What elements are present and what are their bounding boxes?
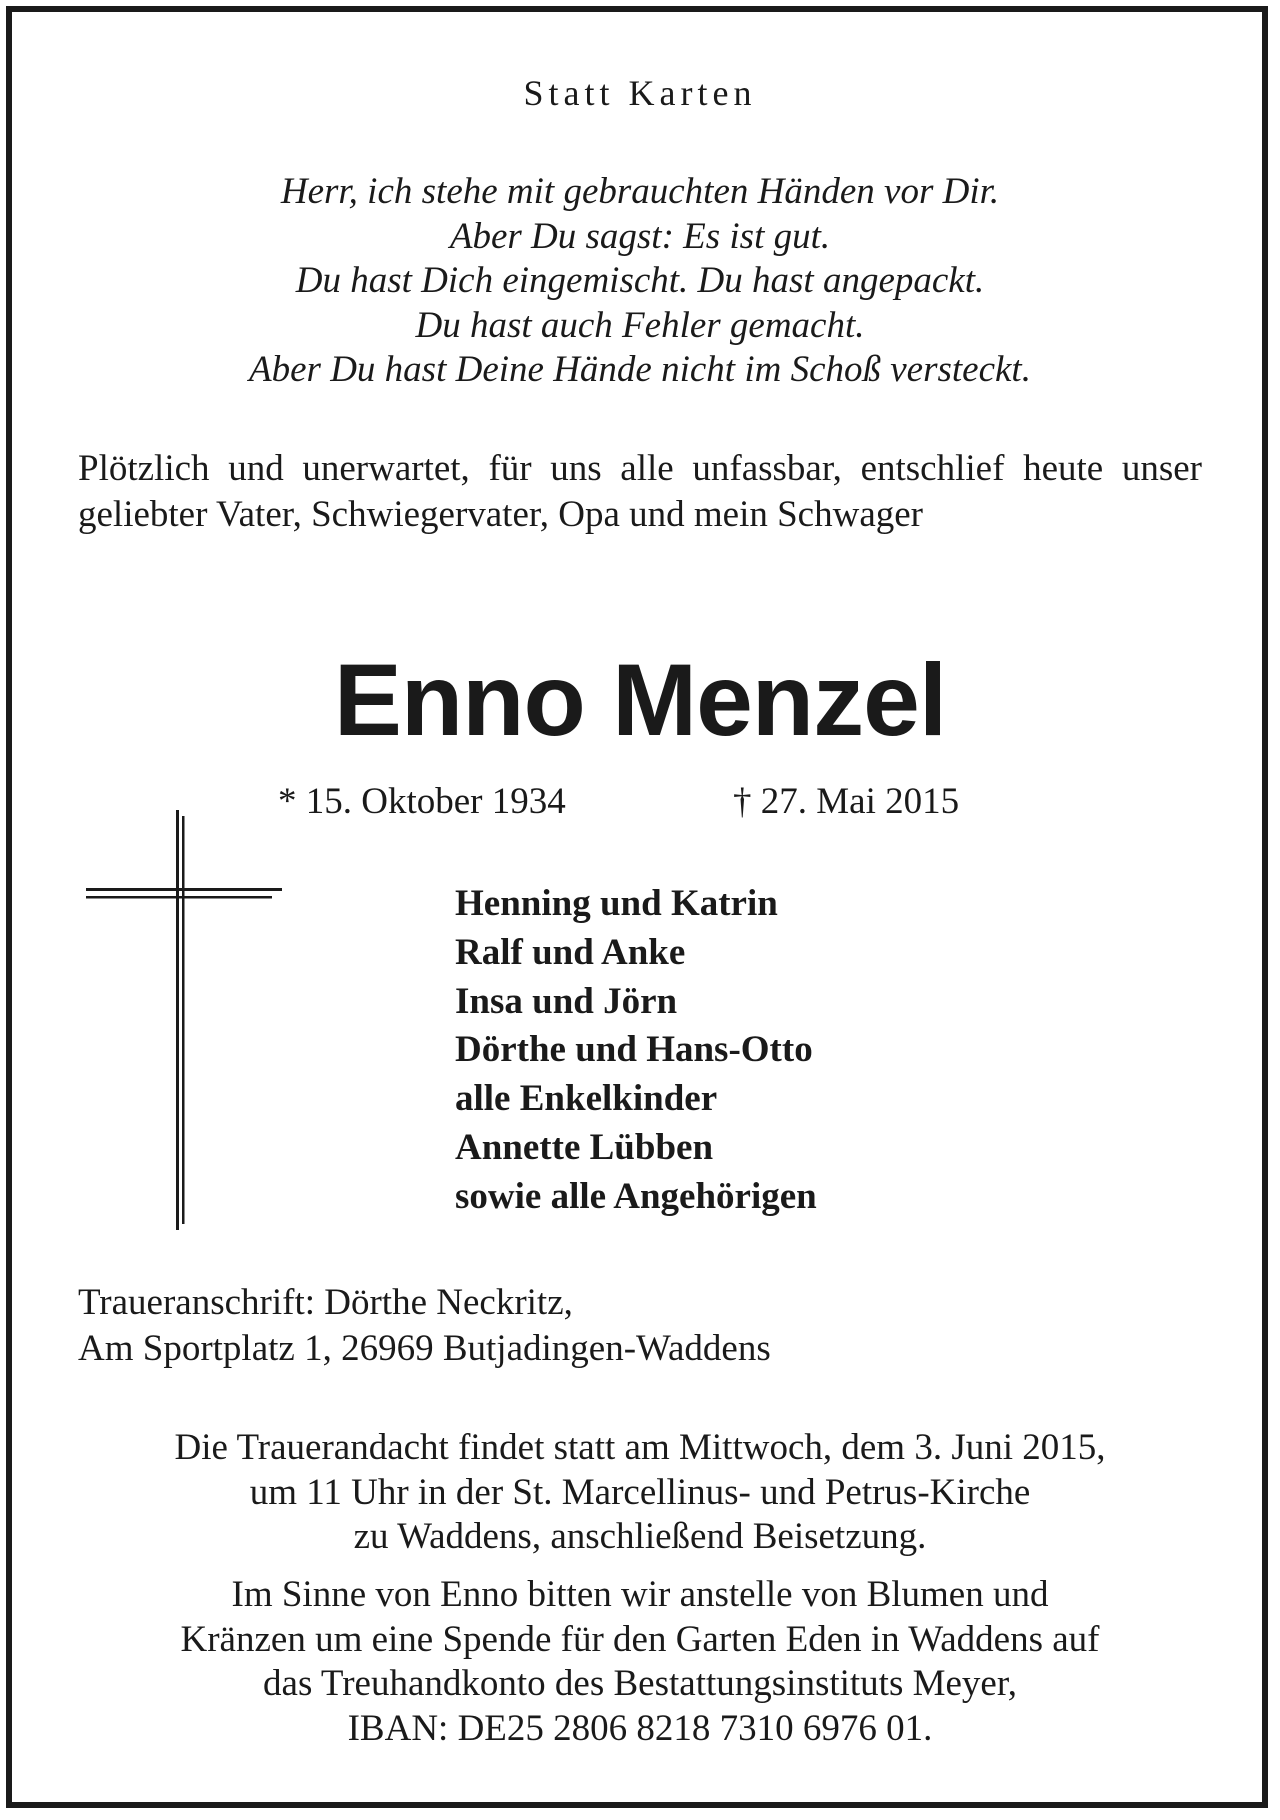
service-line: Die Trauerandacht findet statt am Mittwoch, dem 3. Juni 2015, (174, 1427, 1106, 1468)
notice-header: Statt Karten (523, 73, 757, 113)
donation-line: das Treuhandkonto des Bestattungsinstituts Meyer, (263, 1663, 1017, 1705)
cross-icon (84, 810, 284, 1230)
address-line: Traueranschrift: Dörthe Neckritz, (78, 1282, 573, 1323)
mourner-name: Dörthe und Hans-Otto (455, 1029, 813, 1071)
poem-line: Aber Du sagst: Es ist gut. (449, 215, 831, 257)
donation-line: Im Sinne von Enno bitten wir anstelle von Blumen und (231, 1574, 1049, 1615)
service-line: um 11 Uhr in der St. Marcellinus- und Petrus-Kirche (249, 1471, 1031, 1513)
mourner-name: Insa und Jörn (455, 980, 678, 1022)
mourner-name: sowie alle Angehörigen (455, 1175, 817, 1217)
donation-line: IBAN: DE25 2806 8218 7310 6976 01. (347, 1708, 933, 1750)
intro-text: Plötzlich und unerwartet, für uns alle unfassbar, entschlief heute unser geliebter Vater, Schwiegervater, Opa und mein Schwager (78, 448, 1202, 535)
mourner-name: Ralf und Anke (455, 931, 686, 973)
poem (0, 170, 1280, 393)
service-info (0, 1426, 1280, 1560)
mourner-name: Annette Lübben (455, 1126, 714, 1168)
donation-line: Kränzen um eine Spende für den Garten Eden in Waddens auf (180, 1618, 1100, 1660)
deceased-name: Enno Menzel (333, 643, 947, 757)
birth-date: * 15. Oktober 1934 (278, 781, 566, 822)
mourner-name: alle Enkelkinder (455, 1078, 718, 1120)
mourning-address (78, 1280, 771, 1371)
donation-info (0, 1573, 1280, 1752)
poem-line: Du hast Dich eingemischt. Du hast angepackt. (295, 260, 985, 301)
address-line: Am Sportplatz 1, 26969 Butjadingen-Waddens (78, 1327, 771, 1369)
service-line: zu Waddens, anschließend Beisetzung. (353, 1516, 927, 1558)
death-date: † 27. Mai 2015 (733, 781, 960, 822)
poem-line: Du hast auch Fehler gemacht. (415, 304, 865, 346)
poem-line: Aber Du hast Deine Hände nicht im Schoß versteckt. (249, 349, 1031, 390)
poem-line: Herr, ich stehe mit gebrauchten Händen vor Dir. (280, 171, 1000, 212)
mourners-list (455, 880, 817, 1222)
mourner-name: Henning und Katrin (455, 883, 778, 924)
